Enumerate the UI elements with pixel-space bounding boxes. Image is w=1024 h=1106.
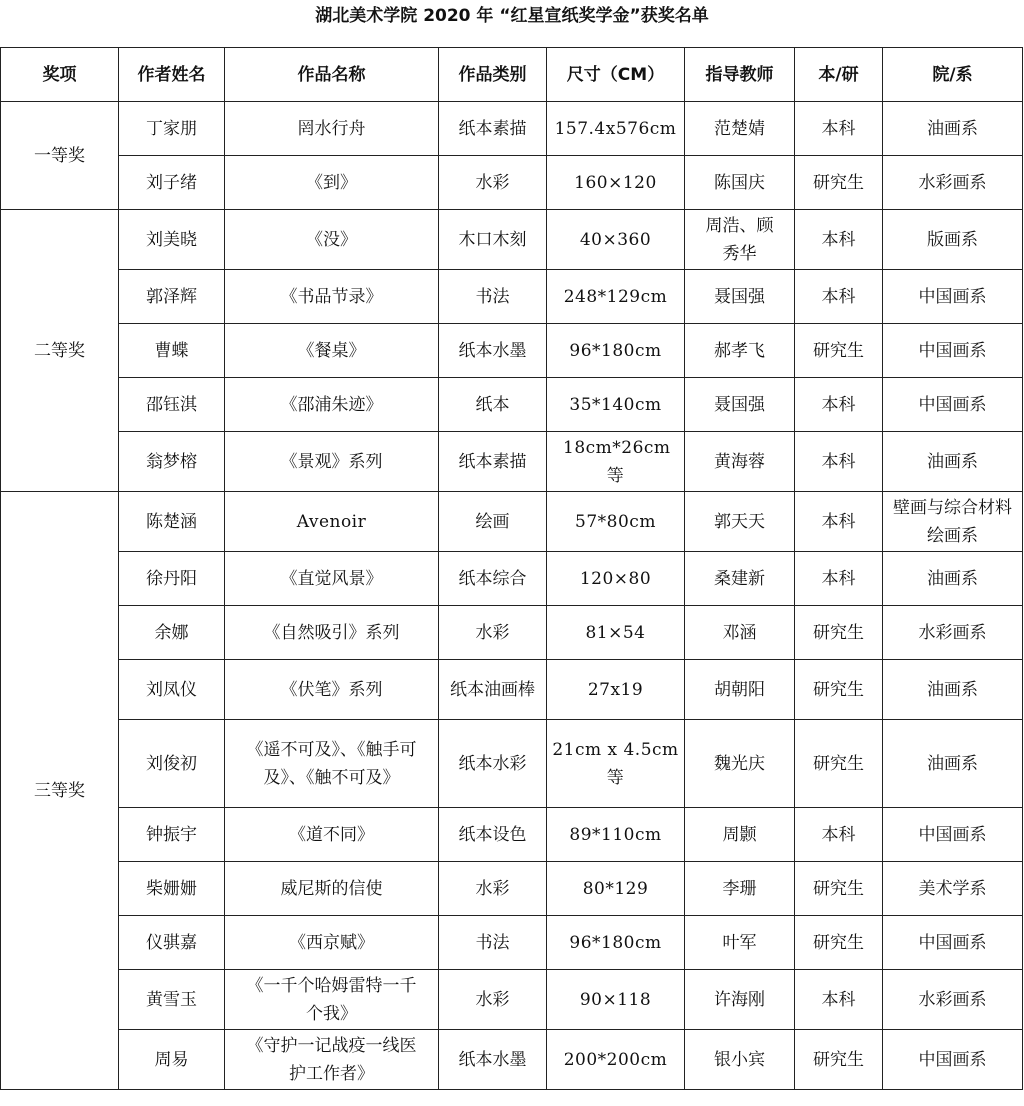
level-cell: 本科	[795, 970, 883, 1030]
dept-cell: 水彩画系	[883, 156, 1023, 210]
size-cell: 89*110cm	[547, 808, 685, 862]
award-cell: 三等奖	[1, 492, 119, 1090]
author-cell: 刘俊初	[119, 720, 225, 808]
category-cell: 纸本水彩	[439, 720, 547, 808]
header-row	[1, 48, 1023, 102]
level-cell: 研究生	[795, 156, 883, 210]
col-header-award: 奖项	[1, 48, 119, 102]
size-cell: 90×118	[547, 970, 685, 1030]
work-cell: 《西京赋》	[225, 916, 439, 970]
level-cell: 本科	[795, 432, 883, 492]
level-cell: 研究生	[795, 720, 883, 808]
author-cell: 翁梦榕	[119, 432, 225, 492]
dept-cell: 壁画与综合材料绘画系	[883, 492, 1023, 552]
table-row	[1, 606, 1023, 660]
author-cell: 徐丹阳	[119, 552, 225, 606]
category-cell: 书法	[439, 916, 547, 970]
size-cell: 18cm*26cm等	[547, 432, 685, 492]
col-header-dept: 院/系	[883, 48, 1023, 102]
category-cell: 水彩	[439, 970, 547, 1030]
teacher-cell: 许海刚	[685, 970, 795, 1030]
author-cell: 余娜	[119, 606, 225, 660]
work-cell: 《一千个哈姆雷特一千个我》	[225, 970, 439, 1030]
level-cell: 研究生	[795, 606, 883, 660]
col-header-size: 尺寸（CM）	[547, 48, 685, 102]
teacher-cell: 胡朝阳	[685, 660, 795, 720]
size-cell: 35*140cm	[547, 378, 685, 432]
size-cell: 27x19	[547, 660, 685, 720]
author-cell: 郭泽辉	[119, 270, 225, 324]
size-cell: 80*129	[547, 862, 685, 916]
category-cell: 水彩	[439, 606, 547, 660]
table-row	[1, 660, 1023, 720]
work-cell: 《书品节录》	[225, 270, 439, 324]
category-cell: 纸本素描	[439, 102, 547, 156]
table-row	[1, 552, 1023, 606]
teacher-cell: 聂国强	[685, 378, 795, 432]
teacher-cell: 桑建新	[685, 552, 795, 606]
level-cell: 本科	[795, 492, 883, 552]
col-header-teacher: 指导教师	[685, 48, 795, 102]
table-row	[1, 210, 1023, 270]
work-cell: 《邵浦朱迹》	[225, 378, 439, 432]
teacher-cell: 郝孝飞	[685, 324, 795, 378]
work-cell: 罔水行舟	[225, 102, 439, 156]
table-row	[1, 862, 1023, 916]
category-cell: 纸本综合	[439, 552, 547, 606]
size-cell: 120×80	[547, 552, 685, 606]
level-cell: 本科	[795, 378, 883, 432]
teacher-cell: 李珊	[685, 862, 795, 916]
dept-cell: 中国画系	[883, 916, 1023, 970]
work-cell: 《没》	[225, 210, 439, 270]
level-cell: 研究生	[795, 916, 883, 970]
teacher-cell: 银小宾	[685, 1030, 795, 1090]
dept-cell: 美术学系	[883, 862, 1023, 916]
dept-cell: 水彩画系	[883, 970, 1023, 1030]
work-cell: 《直觉风景》	[225, 552, 439, 606]
work-cell: Avenoir	[225, 492, 439, 552]
dept-cell: 油画系	[883, 552, 1023, 606]
table-row	[1, 916, 1023, 970]
author-cell: 刘子绪	[119, 156, 225, 210]
award-cell: 二等奖	[1, 210, 119, 492]
table-row	[1, 378, 1023, 432]
teacher-cell: 邓涵	[685, 606, 795, 660]
page-title: 湖北美术学院 2020 年 “红星宣纸奖学金”获奖名单	[315, 6, 709, 26]
size-cell: 200*200cm	[547, 1030, 685, 1090]
category-cell: 书法	[439, 270, 547, 324]
work-cell: 《道不同》	[225, 808, 439, 862]
col-header-category: 作品类别	[439, 48, 547, 102]
col-header-author: 作者姓名	[119, 48, 225, 102]
category-cell: 木口木刻	[439, 210, 547, 270]
work-cell: 《伏笔》系列	[225, 660, 439, 720]
level-cell: 本科	[795, 808, 883, 862]
dept-cell: 油画系	[883, 102, 1023, 156]
awards-table	[0, 47, 1023, 1090]
category-cell: 水彩	[439, 156, 547, 210]
size-cell: 81×54	[547, 606, 685, 660]
work-cell: 《遥不可及》、《触手可及》、《触不可及》	[225, 720, 439, 808]
level-cell: 研究生	[795, 1030, 883, 1090]
category-cell: 纸本	[439, 378, 547, 432]
work-cell: 《餐桌》	[225, 324, 439, 378]
author-cell: 刘凤仪	[119, 660, 225, 720]
author-cell: 周易	[119, 1030, 225, 1090]
size-cell: 57*80cm	[547, 492, 685, 552]
level-cell: 研究生	[795, 660, 883, 720]
size-cell: 40×360	[547, 210, 685, 270]
table-row	[1, 102, 1023, 156]
category-cell: 纸本水墨	[439, 324, 547, 378]
teacher-cell: 范楚婧	[685, 102, 795, 156]
size-cell: 96*180cm	[547, 916, 685, 970]
teacher-cell: 叶军	[685, 916, 795, 970]
teacher-cell: 陈国庆	[685, 156, 795, 210]
size-cell: 21cm x 4.5cm等	[547, 720, 685, 808]
author-cell: 柴姗姗	[119, 862, 225, 916]
category-cell: 纸本油画棒	[439, 660, 547, 720]
dept-cell: 油画系	[883, 720, 1023, 808]
table-row	[1, 720, 1023, 808]
table-row	[1, 808, 1023, 862]
size-cell: 248*129cm	[547, 270, 685, 324]
table-row	[1, 970, 1023, 1030]
dept-cell: 油画系	[883, 432, 1023, 492]
category-cell: 水彩	[439, 862, 547, 916]
teacher-cell: 郭天天	[685, 492, 795, 552]
work-cell: 威尼斯的信使	[225, 862, 439, 916]
level-cell: 本科	[795, 210, 883, 270]
dept-cell: 版画系	[883, 210, 1023, 270]
dept-cell: 中国画系	[883, 270, 1023, 324]
author-cell: 钟振宇	[119, 808, 225, 862]
table-row	[1, 270, 1023, 324]
author-cell: 仪骐嘉	[119, 916, 225, 970]
work-cell: 《到》	[225, 156, 439, 210]
teacher-cell: 黄海蓉	[685, 432, 795, 492]
work-cell: 《守护一记战疫一线医护工作者》	[225, 1030, 439, 1090]
level-cell: 本科	[795, 552, 883, 606]
teacher-cell: 聂国强	[685, 270, 795, 324]
col-header-work: 作品名称	[225, 48, 439, 102]
size-cell: 157.4x576cm	[547, 102, 685, 156]
table-row	[1, 432, 1023, 492]
size-cell: 160×120	[547, 156, 685, 210]
dept-cell: 油画系	[883, 660, 1023, 720]
dept-cell: 中国画系	[883, 324, 1023, 378]
teacher-cell: 周颢	[685, 808, 795, 862]
author-cell: 刘美晓	[119, 210, 225, 270]
category-cell: 纸本素描	[439, 432, 547, 492]
size-cell: 96*180cm	[547, 324, 685, 378]
category-cell: 绘画	[439, 492, 547, 552]
author-cell: 丁家朋	[119, 102, 225, 156]
award-cell: 一等奖	[1, 102, 119, 210]
col-header-level: 本/研	[795, 48, 883, 102]
teacher-cell: 魏光庆	[685, 720, 795, 808]
author-cell: 邵钰淇	[119, 378, 225, 432]
work-cell: 《自然吸引》系列	[225, 606, 439, 660]
level-cell: 本科	[795, 270, 883, 324]
teacher-cell: 周浩、顾秀华	[685, 210, 795, 270]
author-cell: 黄雪玉	[119, 970, 225, 1030]
level-cell: 研究生	[795, 324, 883, 378]
dept-cell: 中国画系	[883, 378, 1023, 432]
category-cell: 纸本水墨	[439, 1030, 547, 1090]
table-row	[1, 492, 1023, 552]
table-row	[1, 324, 1023, 378]
table-row	[1, 1030, 1023, 1090]
dept-cell: 中国画系	[883, 808, 1023, 862]
level-cell: 研究生	[795, 862, 883, 916]
category-cell: 纸本设色	[439, 808, 547, 862]
table-row	[1, 156, 1023, 210]
author-cell: 曹蝶	[119, 324, 225, 378]
author-cell: 陈楚涵	[119, 492, 225, 552]
level-cell: 本科	[795, 102, 883, 156]
dept-cell: 水彩画系	[883, 606, 1023, 660]
dept-cell: 中国画系	[883, 1030, 1023, 1090]
work-cell: 《景观》系列	[225, 432, 439, 492]
